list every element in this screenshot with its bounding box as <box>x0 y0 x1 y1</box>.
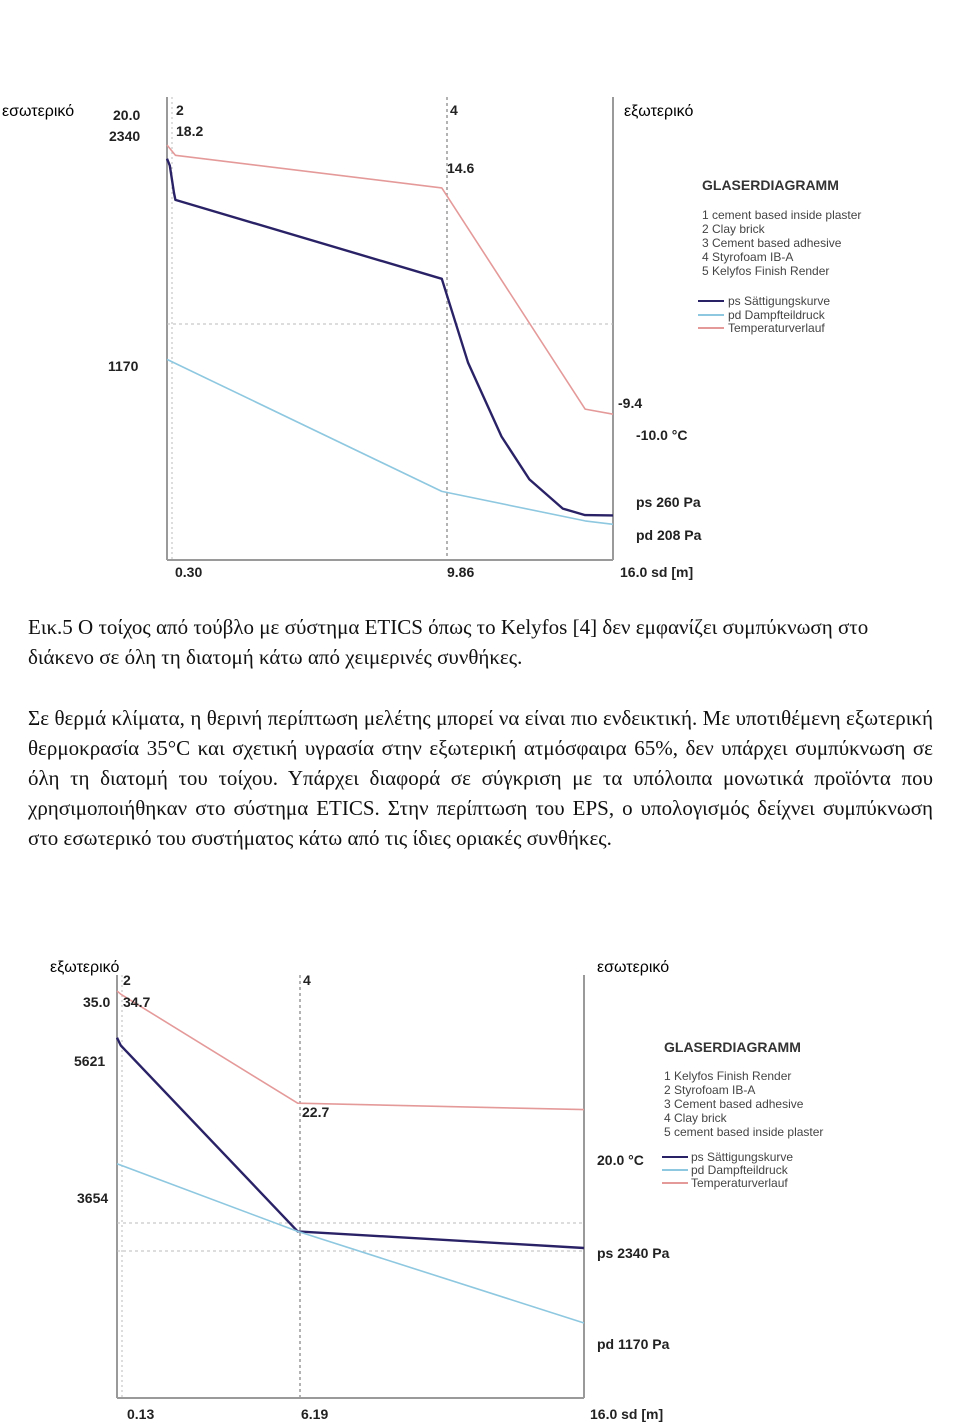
glaser-diagram-winter <box>0 85 960 590</box>
x-tick-1: 0.30 <box>175 564 203 580</box>
layer-mark-4: 4 <box>450 102 458 118</box>
label-outside: εξωτερικό <box>50 959 120 976</box>
legend-layer-5: 5 cement based inside plaster <box>664 1125 824 1139</box>
mid-pd-label: 3654 <box>77 1190 109 1206</box>
temp-inside-label: 20.0 °C <box>597 1152 644 1168</box>
label-outside: εξωτερικό <box>624 103 694 120</box>
layer-mark-2: 2 <box>176 102 184 118</box>
layer4-temp-label: 14.6 <box>447 160 475 176</box>
legend-layer-1: 1 cement based inside plaster <box>702 208 862 222</box>
legend-title: GLASERDIAGRAMM <box>702 177 839 193</box>
legend-layer-2: 2 Clay brick <box>702 222 765 236</box>
label-inside: εσωτερικό <box>2 103 75 120</box>
legend-series-pd: pd Dampfteildruck <box>728 308 825 322</box>
legend-layer-5: 5 Kelyfos Finish Render <box>702 264 830 278</box>
ps-inside-label: ps 2340 Pa <box>597 1245 670 1261</box>
legend-layer-3: 3 Cement based adhesive <box>702 236 842 250</box>
temp-right-label: -9.4 <box>618 395 643 411</box>
label-inside: εσωτερικό <box>597 959 670 976</box>
x-tick-3: 16.0 sd [m] <box>590 1406 664 1422</box>
layer4-temp-label: 22.7 <box>302 1104 330 1120</box>
layer-mark-2: 2 <box>123 972 131 988</box>
x-tick-2: 6.19 <box>301 1406 329 1422</box>
legend-layer-4: 4 Clay brick <box>664 1111 727 1125</box>
temp-outside-label: -10.0 °C <box>636 427 688 443</box>
layer-mark-4: 4 <box>303 972 311 988</box>
body-paragraph: Σε θερμά κλίματα, η θερινή περίπτωση μελέτης μπορεί να είναι πιο ενδεικτική. Με υποτιθέμενη εξωτερική θερμοκρασία 35°C και σχετική υγρασία στην εξωτερική ατμόσφαιρα 65%, δεν υπάρχει συμπύκνωση σε όλη τη διατομή του τοίχου. Υπάρχει διαφορά σε σύγκριση με τα υπόλοιπα μονωτικά προϊόντα που χρησιμοποιήθηκαν στο σύστημα ETICS. Στην περίπτωση του EPS, ο υπολογισμός δείχνει συμπύκνωση στο εσωτερικό του συστήματος κάτω από τις ίδιες οριακές συνθήκες. <box>28 706 933 850</box>
temp-outside-label: 35.0 <box>83 994 111 1010</box>
legend-layer-2: 2 Styrofoam IB-A <box>664 1083 756 1097</box>
legend-layer-1: 1 Kelyfos Finish Render <box>664 1069 792 1083</box>
mid-pd-label: 1170 <box>108 358 139 374</box>
figure-caption: Εικ.5 Ο τοίχος από τούβλο με σύστημα ETICS όπως το Kelyfos [4] δεν εμφανίζει συμπύκνωση στο διάκενο σε όλη τη διατομή κάτω από χειμερινές συνθήκες. <box>28 615 869 669</box>
x-tick-3: 16.0 sd [m] <box>620 564 694 580</box>
pd-outside-label: pd 208 Pa <box>636 527 702 543</box>
ps-outside-label: ps 260 Pa <box>636 494 701 510</box>
layer2-temp-label: 34.7 <box>123 994 151 1010</box>
pd-inside-label: pd 1170 Pa <box>597 1336 670 1352</box>
legend-series-temp: Temperaturverlauf <box>728 321 825 335</box>
pressure-outside-label: 5621 <box>74 1053 106 1069</box>
temp-inside-label: 20.0 <box>113 107 141 123</box>
pressure-inside-label: 2340 <box>109 128 141 144</box>
x-tick-1: 0.13 <box>127 1406 155 1422</box>
legend-series-ps: ps Sättigungskurve <box>728 294 831 308</box>
legend-series-pd: pd Dampfteildruck <box>691 1163 788 1177</box>
x-tick-2: 9.86 <box>447 564 475 580</box>
legend-title: GLASERDIAGRAMM <box>664 1039 801 1055</box>
layer2-temp-label: 18.2 <box>176 123 204 139</box>
glaser-diagram-summer <box>0 945 960 1424</box>
legend-layer-3: 3 Cement based adhesive <box>664 1097 804 1111</box>
legend-series-ps: ps Sättigungskurve <box>691 1150 794 1164</box>
legend-series-temp: Temperaturverlauf <box>691 1176 788 1190</box>
legend-layer-4: 4 Styrofoam IB-A <box>702 250 794 264</box>
